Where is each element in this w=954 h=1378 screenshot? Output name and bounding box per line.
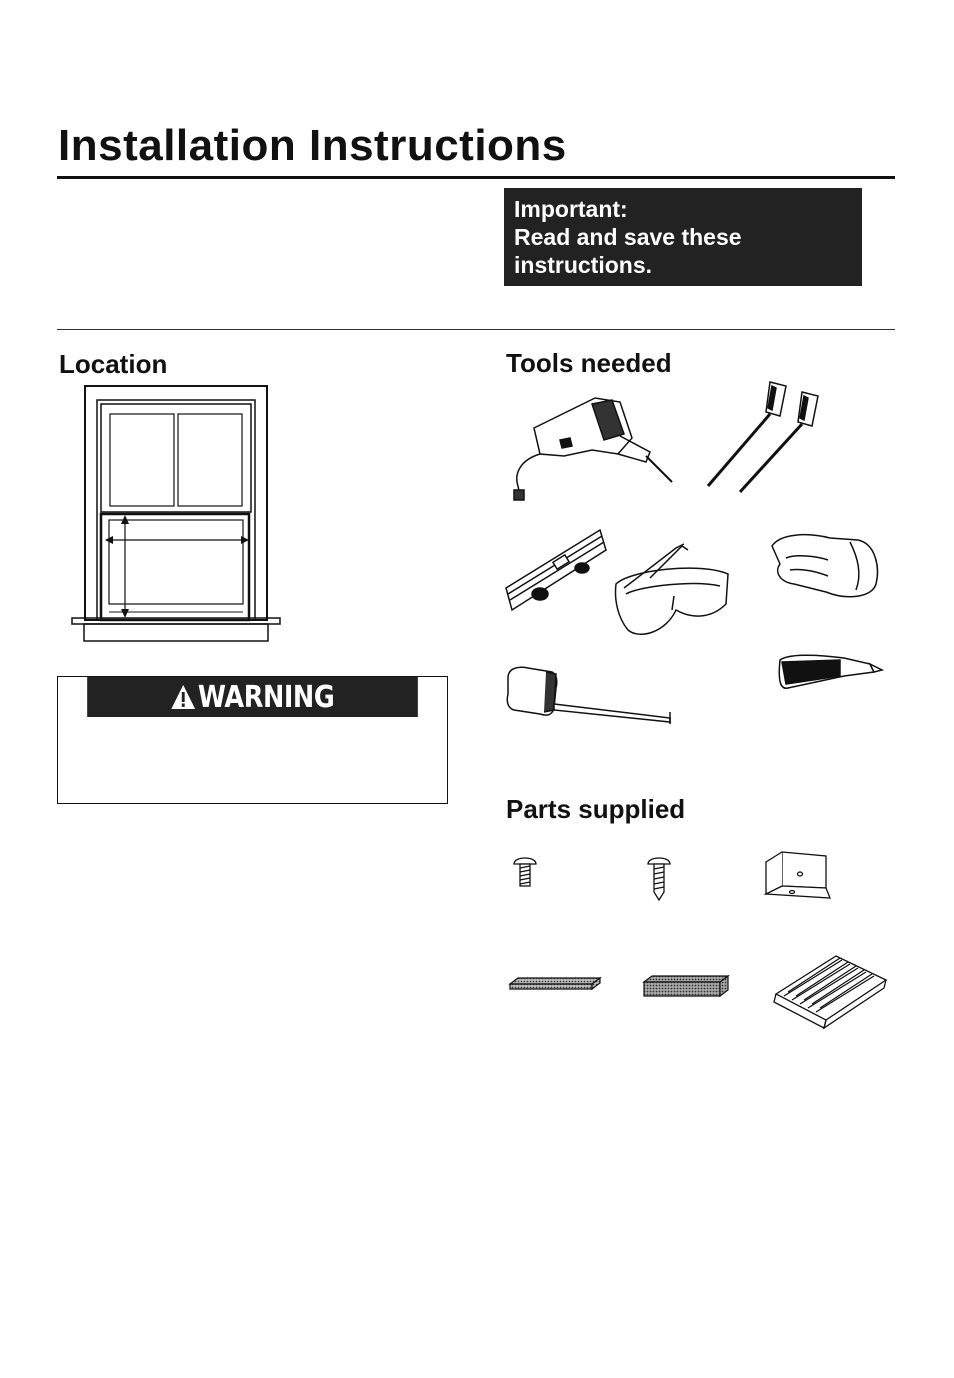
section-rule bbox=[57, 329, 895, 330]
warning-body bbox=[58, 717, 447, 803]
drill-icon bbox=[500, 390, 676, 508]
warning-box bbox=[57, 676, 448, 804]
title-rule bbox=[57, 176, 895, 179]
important-line-3: instructions. bbox=[514, 252, 653, 278]
page-title: Installation Instructions bbox=[58, 121, 567, 170]
important-line-2: Read and save these bbox=[514, 224, 742, 250]
level-icon bbox=[504, 528, 608, 614]
sill-support-icon bbox=[770, 950, 890, 1032]
thick-foam-strip-icon bbox=[640, 972, 732, 1000]
angle-bracket-icon bbox=[762, 848, 836, 904]
thin-foam-strip-icon bbox=[508, 974, 604, 994]
safety-glasses-icon bbox=[610, 540, 734, 646]
tools-heading: Tools needed bbox=[506, 348, 672, 378]
window-diagram bbox=[70, 384, 284, 644]
gloves-icon bbox=[766, 528, 884, 602]
warning-header bbox=[87, 677, 418, 717]
warning-label: WARNING bbox=[197, 679, 335, 715]
tape-measure-icon bbox=[504, 664, 680, 732]
warning-triangle-icon bbox=[171, 684, 197, 710]
screwdrivers-icon bbox=[700, 378, 828, 496]
long-screw-icon bbox=[646, 854, 672, 902]
short-screw-icon bbox=[512, 854, 538, 892]
important-notice bbox=[504, 188, 862, 286]
parts-heading: Parts supplied bbox=[506, 794, 686, 824]
utility-knife-icon bbox=[774, 650, 884, 696]
important-line-1: Important: bbox=[514, 196, 628, 222]
location-heading: Location bbox=[59, 349, 168, 379]
